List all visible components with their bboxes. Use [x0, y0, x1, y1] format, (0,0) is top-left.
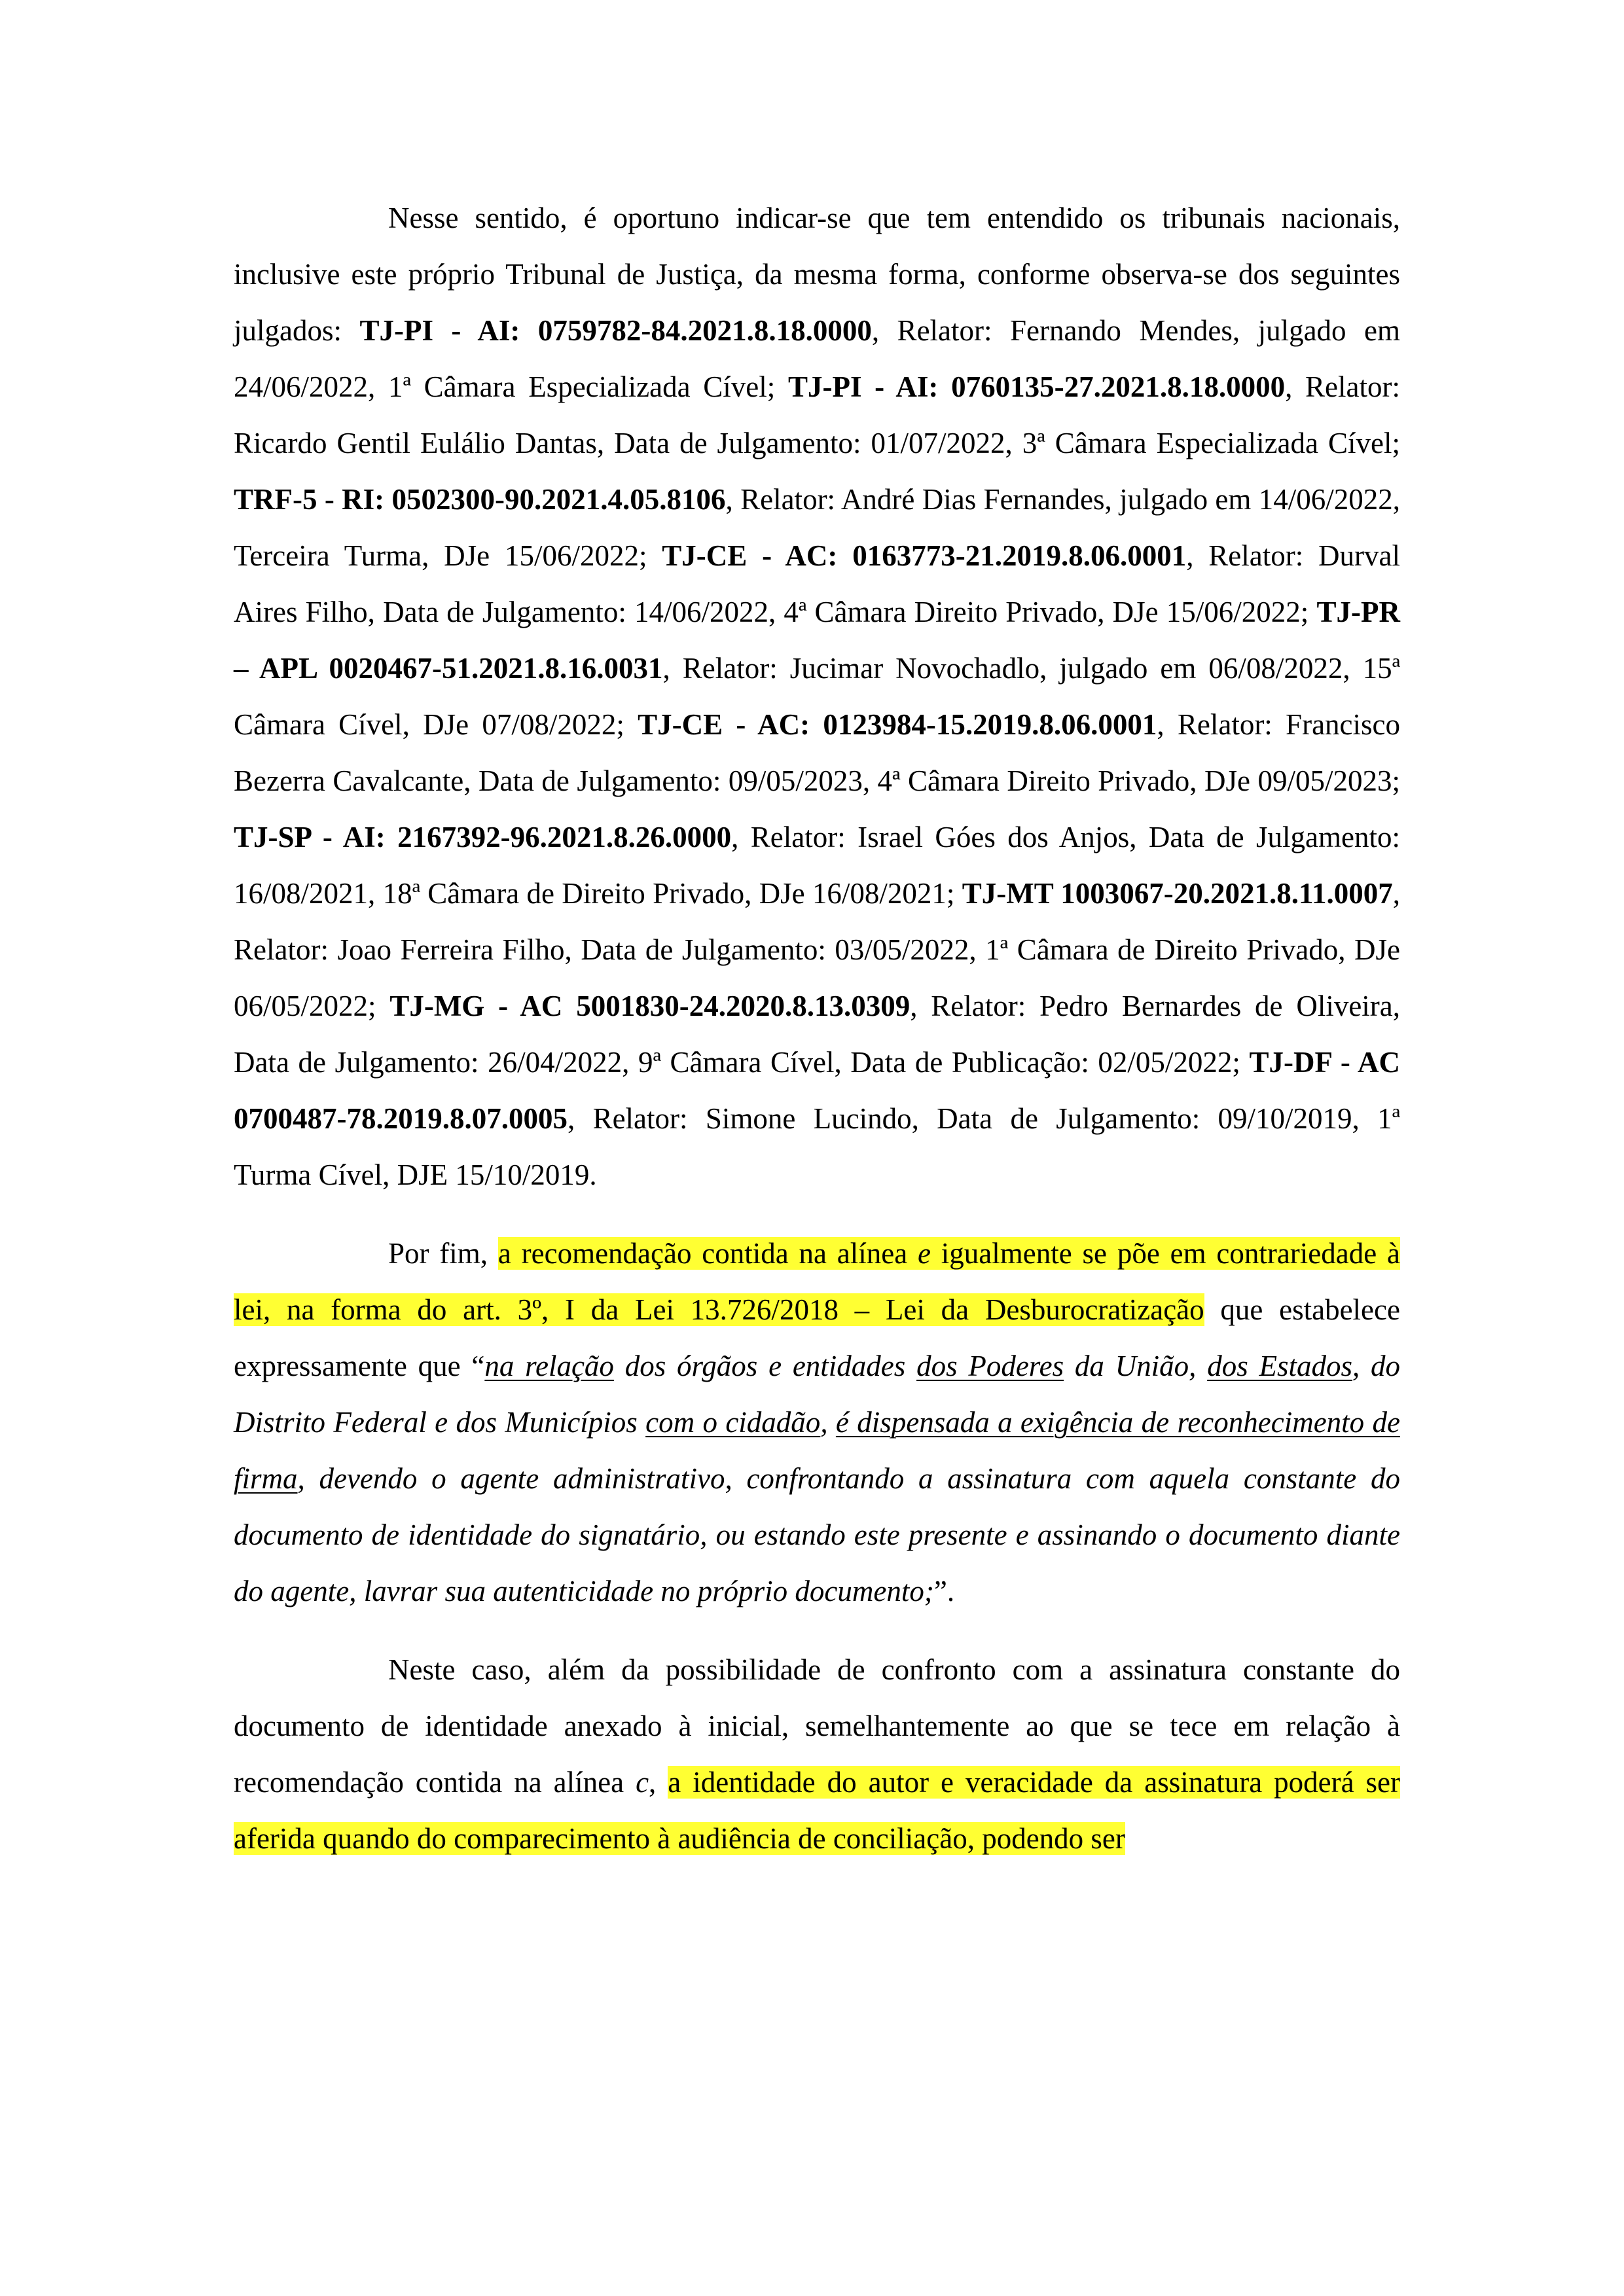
paragraph-signature-verification: [234, 1641, 1400, 1867]
text-run: c: [636, 1766, 649, 1799]
text-run: Neste caso, além da possibilidade de confronto com a assinatura constante do documento de identidade anexado à inicial, semelhantemente ao que se tece em relação à recomendação contida na alínea: [234, 1653, 1400, 1799]
text-run: , Relator: Jucimar Novochadlo, julgado em 06/08/2022, 15ª Câmara Cível, DJe 07/08/2022;: [234, 652, 1400, 741]
case-citation: TJ-PI - AI: 0760135-27.2021.8.18.0000: [787, 370, 1286, 403]
text-run: , do Distrito Federal e dos Municípios: [234, 1350, 1400, 1439]
case-citation: TJ-CE - AC: 0123984-15.2019.8.06.0001: [638, 708, 1157, 741]
case-citation: TJ-CE - AC: 0163773-21.2019.8.06.0001: [662, 539, 1187, 572]
case-citation: TJ-SP - AI: 2167392-96.2021.8.26.0000: [234, 821, 732, 853]
text-run: Nesse sentido, é oportuno indicar-se que tem entendido os tribunais nacionais, inclusive este próprio Tribunal de Justiça, da mesma forma, conforme observa-se dos seguintes julgados:: [234, 202, 1400, 347]
paragraph-jurisprudence: [234, 190, 1400, 1203]
case-citation: TJ-DF - AC 0700487-78.2019.8.07.0005: [234, 1046, 1400, 1135]
text-run: , Relator: André Dias Fernandes, julgado em 14/06/2022, Terceira Turma, DJe 15/06/2022;: [234, 483, 1400, 572]
text-run: dos Poderes: [916, 1350, 1064, 1382]
case-citation: TRF-5 - RI: 0502300-90.2021.4.05.8106: [234, 483, 726, 516]
text-run: , Relator: Durval Aires Filho, Data de Julgamento: 14/06/2022, 4ª Câmara Direito Privado, DJe 15/06/2022;: [234, 539, 1400, 628]
highlighted-text: igualmente se põe em contrariedade à lei, na forma do art. 3º, I da Lei 13.726/2018 – Lei da Desburocratização: [234, 1237, 1400, 1326]
text-run: é dispensada a exigência de reconhecimento de firma: [234, 1406, 1400, 1495]
text-run: ,: [649, 1766, 668, 1799]
text-run: com o cidadão: [645, 1406, 821, 1439]
text-run: , Relator: Israel Góes dos Anjos, Data de Julgamento: 16/08/2021, 18ª Câmara de Direito Privado, DJe 16/08/2021;: [234, 821, 1400, 910]
text-run: ”.: [933, 1575, 955, 1607]
text-run: ,: [820, 1406, 836, 1439]
case-citation: TJ-PR – APL 0020467-51.2021.8.16.0031: [234, 596, 1400, 685]
text-run: , Relator: Fernando Mendes, julgado em 24/06/2022, 1ª Câmara Especializada Cível;: [234, 314, 1400, 403]
text-run: na relação: [484, 1350, 614, 1382]
text-run: que estabelece expressamente que “: [234, 1293, 1400, 1382]
highlighted-text: a identidade do autor e veracidade da assinatura poderá ser aferida quando do comparecimento à audiência de conciliação, podendo ser: [234, 1766, 1401, 1855]
case-citation: TJ-PI - AI: 0759782-84.2021.8.18.0000: [359, 314, 872, 347]
text-run: , Relator: Francisco Bezerra Cavalcante, Data de Julgamento: 09/05/2023, 4ª Câmara Direito Privado, DJe 09/05/2023;: [234, 708, 1400, 797]
text-run: Por fim,: [388, 1237, 498, 1270]
highlighted-text: a recomendação contida na alínea: [497, 1237, 918, 1270]
text-run: , Relator: Simone Lucindo, Data de Julgamento: 09/10/2019, 1ª Turma Cível, DJE 15/10/2019.: [234, 1102, 1400, 1191]
case-citation: TJ-MT 1003067-20.2021.8.11.0007: [962, 877, 1393, 910]
case-citation: TJ-MG - AC 5001830-24.2020.8.13.0309: [389, 990, 911, 1022]
text-run: , Relator: Ricardo Gentil Eulálio Dantas, Data de Julgamento: 01/07/2022, 3ª Câmara Especializada Cível;: [234, 370, 1400, 459]
text-run: da União,: [1064, 1350, 1208, 1382]
text-run: , Relator: Joao Ferreira Filho, Data de Julgamento: 03/05/2022, 1ª Câmara de Direito Privado, DJe 06/05/2022;: [234, 877, 1400, 1022]
text-run: , Relator: Pedro Bernardes de Oliveira, Data de Julgamento: 26/04/2022, 9ª Câmara Cível, Data de Publicação: 02/05/2022;: [234, 990, 1401, 1079]
text-run: dos Estados: [1207, 1350, 1352, 1382]
text-run: , devendo o agente administrativo, confrontando a assinatura com aquela constante do documento de identidade do signatário, ou estando este presente e assinando o documento diante do agente, lavrar sua autenticidade no próprio documento;: [234, 1462, 1400, 1607]
paragraph-law-contradiction: [234, 1225, 1400, 1619]
highlighted-text: e: [918, 1237, 931, 1270]
text-run: dos órgãos e entidades: [613, 1350, 917, 1382]
